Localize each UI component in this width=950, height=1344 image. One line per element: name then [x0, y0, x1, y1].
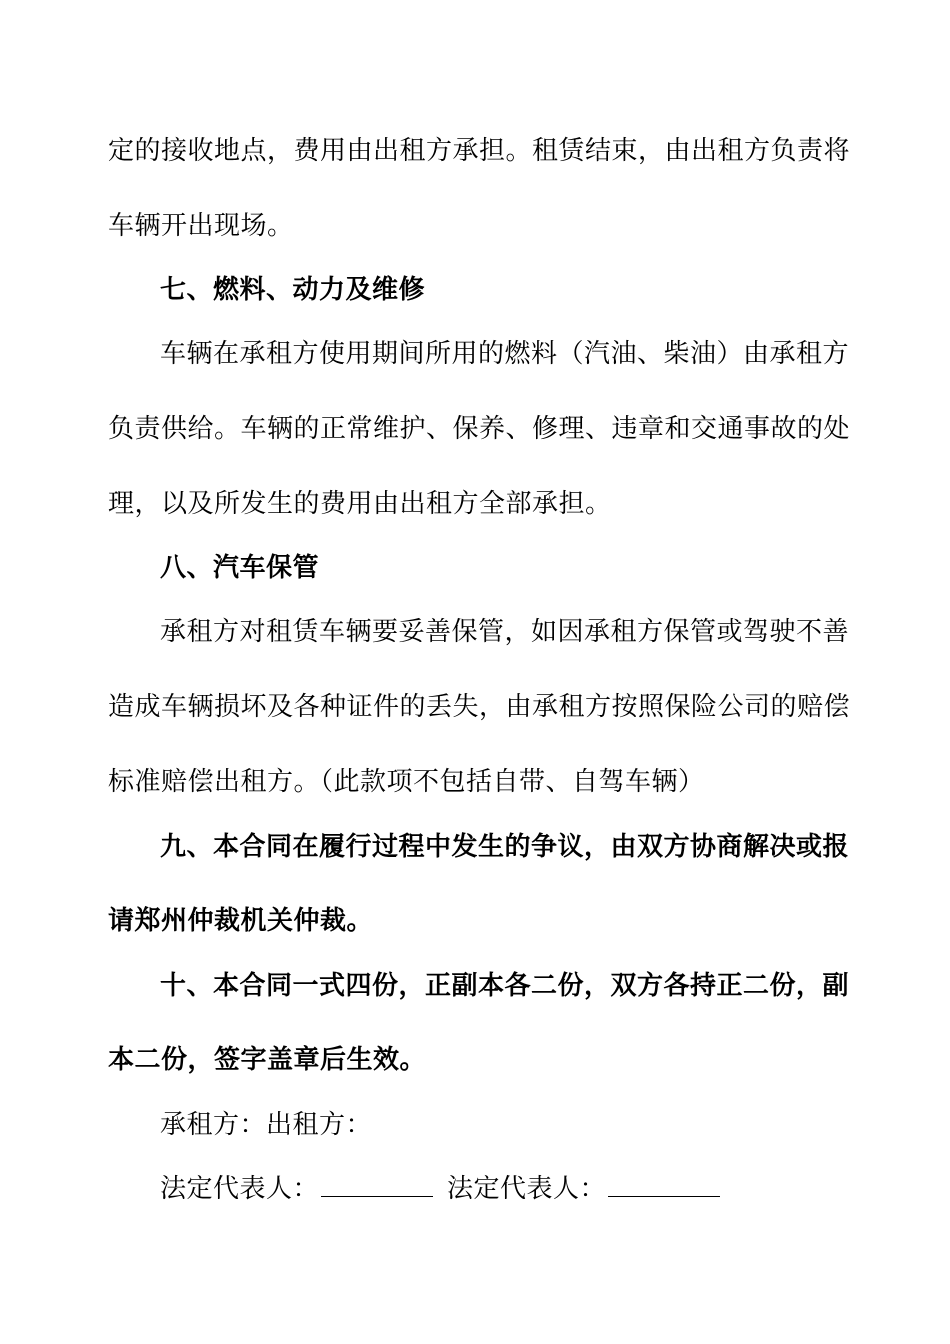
parties-line: 承租方：出租方：	[160, 1110, 373, 1140]
text-line: 承租方对租赁车辆要妥善保管，如因承租方保管或驾驶不善	[160, 617, 850, 647]
text-line: 理，以及所发生的费用由出租方全部承担。	[108, 489, 612, 519]
text-line: 标准赔偿出租方。（此款项不包括自带、自驾车辆）	[108, 767, 705, 797]
lessor-signature-blank[interactable]	[608, 1174, 720, 1197]
clause-text: 十、本合同一式四份，正副本各二份，双方各持正二份，副	[160, 971, 850, 1001]
text-line: 负责供给。车辆的正常维护、保养、修理、违章和交通事故的处	[108, 414, 851, 444]
section-heading: 八、汽车保管	[160, 553, 320, 583]
lessee-rep-label: 法定代表人：	[160, 1174, 320, 1204]
section-heading: 七、燃料、动力及维修	[160, 275, 426, 305]
lessee-signature-blank[interactable]	[321, 1174, 433, 1197]
signature-line	[160, 1172, 734, 1206]
clause-text: 本二份，签字盖章后生效。	[108, 1045, 427, 1075]
clause-text: 九、本合同在履行过程中发生的争议，由双方协商解决或报	[160, 832, 850, 862]
text-line: 定的接收地点，费用由出租方承担。租赁结束，由出租方负责将	[108, 136, 851, 166]
clause-text: 请郑州仲裁机关仲裁。	[108, 906, 374, 936]
text-line: 车辆在承租方使用期间所用的燃料（汽油、柴油）由承租方	[160, 339, 850, 369]
text-line: 造成车辆损坏及各种证件的丢失，由承租方按照保险公司的赔偿	[108, 692, 851, 722]
lessor-rep-label: 法定代表人：	[447, 1174, 607, 1204]
text-line: 车辆开出现场。	[108, 211, 294, 241]
